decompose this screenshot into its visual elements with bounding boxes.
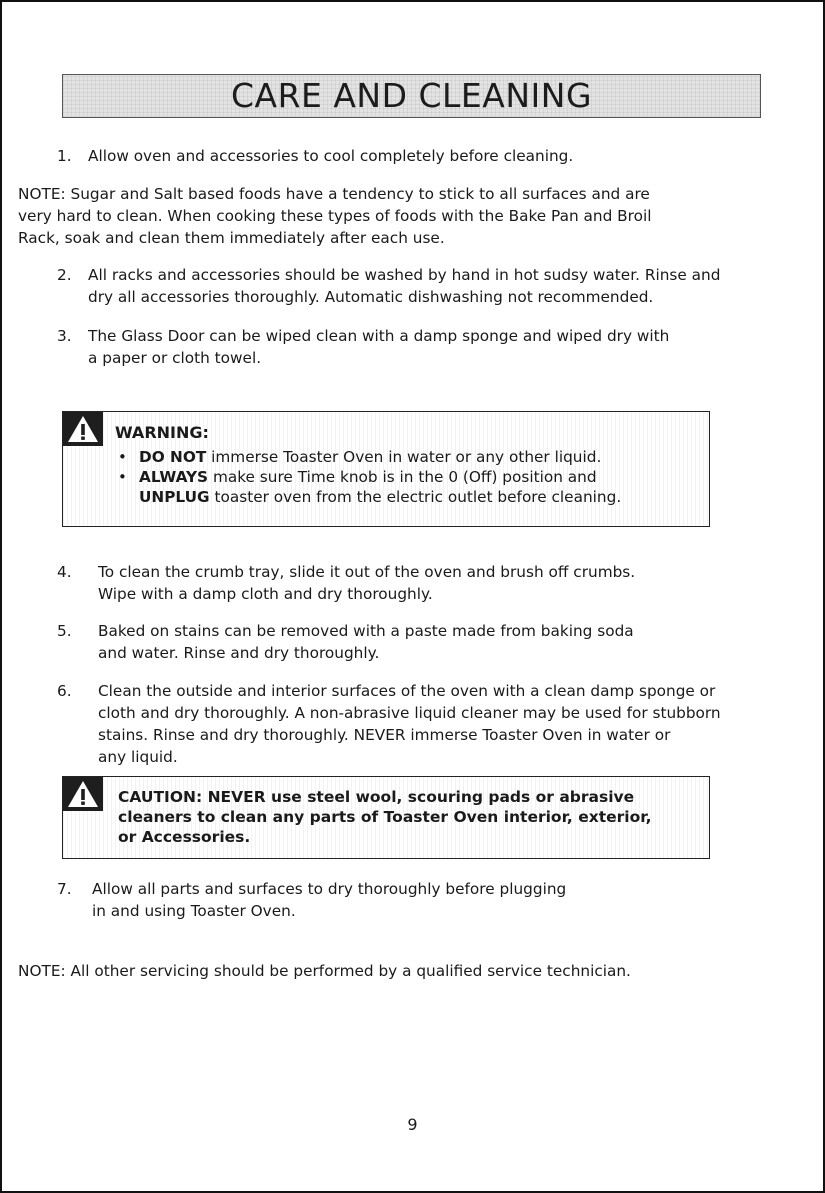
section-banner [62,74,761,118]
note-1-text: Sugar and Salt based foods have a tendency to stick to all surfaces and are [70,185,650,203]
page-number: 9 [407,1115,418,1134]
caution-line-2: cleaners to clean any parts of Toaster Oven interior, exterior, [118,808,652,826]
warning-bullet-2-text: make sure Time knob is in the 0 (Off) position and [212,468,597,486]
warning-bullet-2-line-2 [139,486,621,508]
step-2-number: 2. [57,266,72,284]
step-6-line-1: Clean the outside and interior surfaces of the oven with a clean damp sponge or [98,682,716,700]
step-5-number: 5. [57,622,72,640]
note-1-line-2: very hard to clean. When cooking these types of foods with the Bake Pan and Broil [18,207,652,225]
warning-triangle-icon [63,412,103,446]
note-2 [18,960,631,982]
warning-bullet-1-text: immerse Toaster Oven in water or any other liquid. [211,448,602,466]
bullet-1: • [118,448,127,466]
step-6-number: 6. [57,682,72,700]
step-6-line-4: any liquid. [98,748,178,766]
note-label: NOTE: [18,185,66,203]
step-7-line-2: in and using Toaster Oven. [92,902,296,920]
note-2-text: All other servicing should be performed by a qualified service technician. [70,962,631,980]
step-4-line-2: Wipe with a damp cloth and dry thoroughly. [98,585,433,603]
warning-triangle-icon [63,777,103,811]
warning-title: WARNING: [115,423,209,442]
step-7-line-1: Allow all parts and surfaces to dry thoroughly before plugging [92,880,567,898]
step-7-number: 7. [57,880,72,898]
warning-bullet-1 [139,446,601,468]
step-2-line-2: dry all accessories thoroughly. Automatic dishwashing not recommended. [88,288,654,306]
step-4-line-1: To clean the crumb tray, slide it out of the oven and brush off crumbs. [98,563,636,581]
step-2-line-1: All racks and accessories should be washed by hand in hot sudsy water. Rinse and [88,266,721,284]
step-1-text: Allow oven and accessories to cool completely before cleaning. [88,147,574,165]
step-3-line-2: a paper or cloth towel. [88,349,262,367]
warning-bullet-2-emphasis: ALWAYS [139,468,209,486]
warning-bullet-2 [139,466,597,488]
step-6-line-3: stains. Rinse and dry thoroughly. NEVER immerse Toaster Oven in water or [98,726,671,744]
step-5-line-2: and water. Rinse and dry thoroughly. [98,644,380,662]
step-6-line-2: cloth and dry thoroughly. A non-abrasive liquid cleaner may be used for stubborn [98,704,721,722]
step-1-number: 1. [57,147,72,165]
warning-bullet-1-emphasis: DO NOT [139,448,207,466]
bullet-2: • [118,468,127,486]
step-3-line-1: The Glass Door can be wiped clean with a damp sponge and wiped dry with [88,327,670,345]
warning-bullet-2-line-2-emphasis: UNPLUG [139,488,210,506]
note-1-line-3: Rack, soak and clean them immediately after each use. [18,229,445,247]
note-1-line-1 [18,183,650,205]
step-5-line-1: Baked on stains can be removed with a paste made from baking soda [98,622,634,640]
step-3-number: 3. [57,327,72,345]
page-title: CARE AND CLEANING [230,76,593,115]
caution-line-1: CAUTION: NEVER use steel wool, scouring pads or abrasive [118,788,635,806]
caution-line-3: or Accessories. [118,828,251,846]
step-4-number: 4. [57,563,72,581]
warning-bullet-2-line-2-text: toaster oven from the electric outlet before cleaning. [214,488,622,506]
note-2-label: NOTE: [18,962,66,980]
